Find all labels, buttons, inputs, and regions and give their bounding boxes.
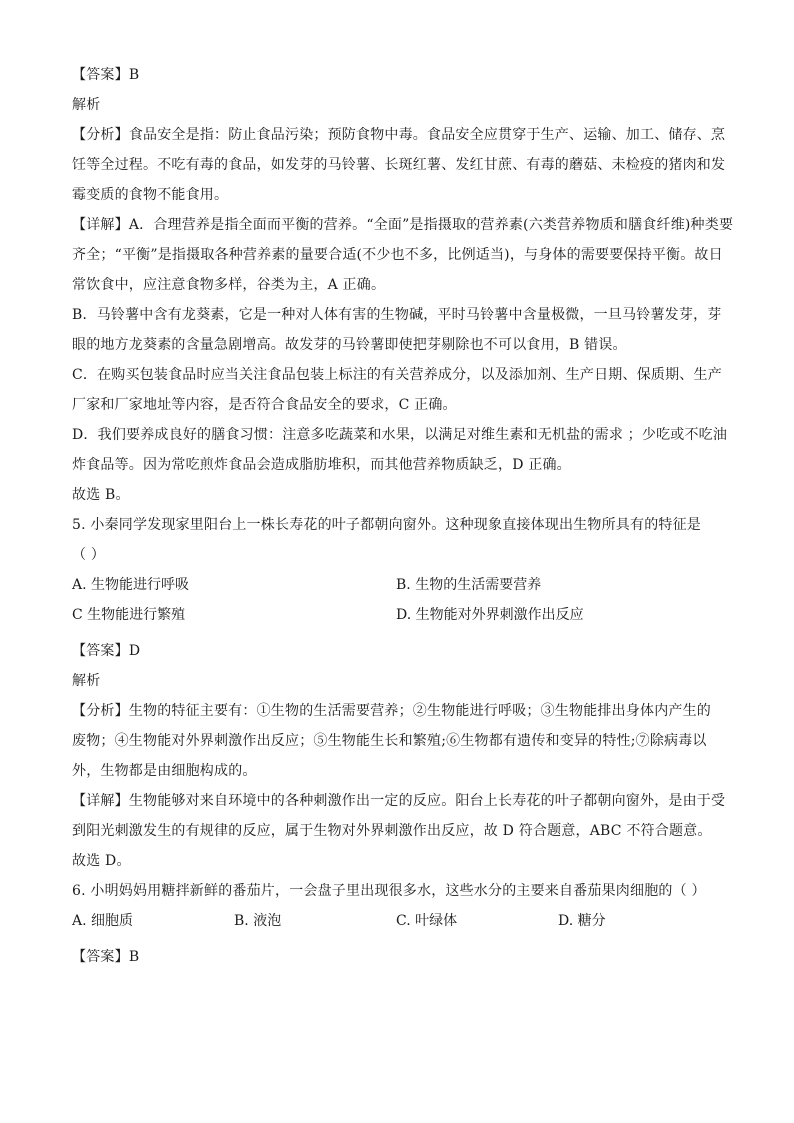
answer-value: B (128, 67, 140, 83)
question-stem-line: 5. 小秦同学发现家里阳台上一株长寿花的叶子都朝向窗外。这种现象直接体现出生物所具有的特征是 (72, 517, 702, 533)
xiangjie-line: D．我们要养成良好的膳食习惯：注意多吃蔬菜和水果，以满足对维生素和无机盐的需求 ；少吃或不吃油 (72, 427, 728, 443)
q6-options-row (72, 906, 724, 936)
xiangjie-line: 眼的地方龙葵素的含量急剧增高。故发芽的马铃薯即使把芽剔除也不可以食用，B 错误。 (72, 337, 627, 353)
answer-value: B (128, 949, 140, 965)
answer-tag: 【答案】 (72, 949, 129, 965)
answer-tag: 【答案】 (72, 67, 129, 83)
xiangjie-tag: 【详解】 (72, 217, 129, 233)
q6-answer-line (72, 942, 724, 972)
q5-fenxi (72, 696, 724, 786)
q5-xiangjie (72, 786, 724, 876)
q5-options-row-2 (72, 600, 724, 630)
option-a: A. 细胞质 (72, 913, 134, 929)
option-b: B. 生物的生活需要营养 (396, 577, 542, 593)
xiangjie-line: C．在购买包装食品时应当关注食品包装上标注的有关营养成分，以及添加剂、生产日期、保质期、生产 (72, 367, 722, 383)
analysis-tag: 解析 (72, 97, 101, 113)
xiangjie-line: 到阳光刺激发生的有规律的反应，属于生物对外界刺激作出反应，故 D 符合题意，ABC 不符合题意。 (72, 823, 712, 839)
q5-options-row-1 (72, 570, 724, 600)
answer-value: D (128, 643, 141, 659)
xiangjie-line: 故选 B。 (72, 487, 130, 503)
fenxi-line: 废物；④生物能对外界刺激作出反应；⑤生物能生长和繁殖;⑥生物都有遗传和变异的特性;⑦除病毒以 (72, 733, 707, 749)
xiangjie-line: 厂家和厂家地址等内容，是否符合食品安全的要求，C 正确。 (72, 397, 457, 413)
option-a: A. 生物能进行呼吸 (72, 577, 190, 593)
fenxi-line: 食品安全是指：防止食品污染；预防食物中毒。食品安全应贯穿于生产、运输、加工、储存、烹 (128, 127, 726, 143)
q4-fenxi (72, 120, 724, 210)
xiangjie-line: B．马铃薯中含有龙葵素，它是一种对人体有害的生物碱，平时马铃薯中含量极微，一旦马铃薯发芽，芽 (72, 307, 722, 323)
xiangjie-tag: 【详解】 (72, 793, 129, 809)
xiangjie-line: 炸食品等。因为常吃煎炸食品会造成脂肪堆积，而其他营养物质缺乏，D 正确。 (72, 457, 571, 473)
option-b: B. 液泡 (234, 913, 282, 929)
fenxi-line: 饪等全过程。不吃有毒的食品，如发芽的马铃薯、长斑红薯、发红甘蔗、有毒的蘑菇、未检疫的猪肉和发 (72, 157, 726, 173)
xiangjie-line: A．合理营养是指全面而平衡的营养。“全面”是指摄取的营养素(六类营养物质和膳食纤维)种类要 (128, 217, 734, 233)
q4-analysis-heading (72, 90, 724, 120)
option-d: D. 糖分 (558, 913, 606, 929)
q5-answer-line (72, 636, 724, 666)
q6-stem: 6. 小明妈妈用糖拌新鲜的番茄片，一会盘子里出现很多水，这些水分的主要来自番茄果肉细胞的（ ） (72, 883, 706, 899)
xiangjie-line: 齐全；“平衡”是指摄取各种营养素的量要合适(不少也不多，比例适当)，与身体的需要要保持平衡。故日 (72, 247, 723, 263)
option-c: C. 叶绿体 (396, 913, 458, 929)
xiangjie-line: 故选 D。 (72, 853, 131, 869)
option-d: D. 生物能对外界刺激作出反应 (396, 607, 584, 623)
q4-xiangjie (72, 210, 734, 510)
fenxi-tag: 【分析】 (72, 127, 129, 143)
fenxi-tag: 【分析】 (72, 703, 129, 719)
q5-stem (72, 510, 724, 570)
q5-analysis-heading (72, 666, 724, 696)
q4-answer-line (72, 60, 724, 90)
fenxi-line: 生物的特征主要有：①生物的生活需要营养；②生物能进行呼吸；③生物能排出身体内产生的 (128, 703, 712, 719)
answer-tag: 【答案】 (72, 643, 129, 659)
analysis-tag: 解析 (72, 673, 101, 689)
xiangjie-line: 常饮食中，应注意食物多样，谷类为主，A 正确。 (72, 277, 386, 293)
fenxi-line: 霉变质的食物不能食用。 (72, 187, 229, 203)
option-c: C 生物能进行繁殖 (72, 607, 186, 623)
xiangjie-line: 生物能够对来自环境中的各种刺激作出一定的反应。阳台上长寿花的叶子都朝向窗外，是由于受 (128, 793, 726, 809)
question-stem-line: （ ） (72, 547, 106, 563)
document-page (72, 60, 734, 972)
fenxi-line: 外，生物都是由细胞构成的。 (72, 763, 257, 779)
